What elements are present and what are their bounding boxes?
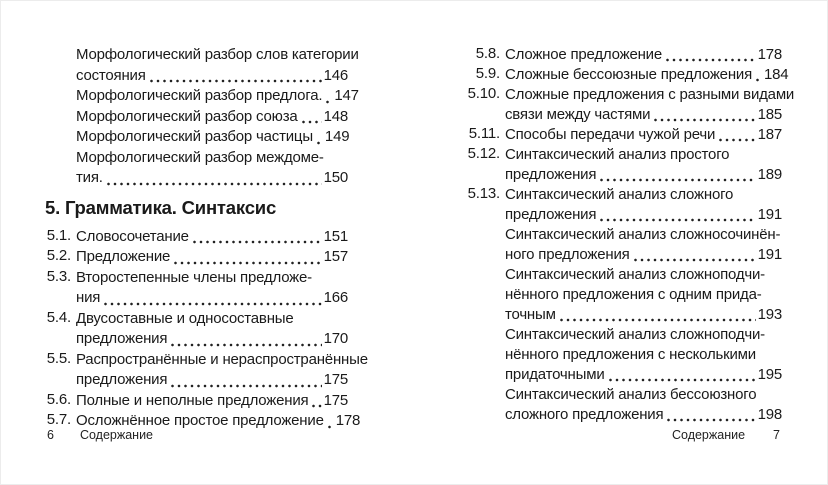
toc-entry-number: [456, 325, 505, 385]
toc-entry-number: 5.5.: [46, 349, 71, 367]
left-page-number: 6: [47, 428, 54, 442]
toc-entry-title: предложения: [505, 206, 597, 223]
toc-entry-number: 5.1.: [46, 226, 71, 244]
toc-entry: [45, 127, 348, 148]
dot-leader: [719, 138, 755, 142]
right-page-number: 7: [773, 428, 780, 442]
toc-entry-title: Морфологический разбор междоме-: [76, 148, 324, 166]
toc-entry-title: Синтаксический анализ бессоюзного: [505, 386, 757, 403]
toc-entry-title: Морфологический разбор союза: [76, 107, 298, 125]
toc-entry-title: Предложение: [76, 248, 171, 265]
toc-entry-title: Способы передачи чужой речи: [505, 126, 716, 143]
toc-entry-page: 191: [757, 246, 782, 263]
toc-entry-number: 5.4.: [46, 308, 71, 326]
toc-entry-page: 148: [323, 107, 348, 125]
toc-entry-page: 147: [334, 87, 359, 104]
toc-entry-page: 175: [323, 391, 348, 409]
toc-entry-title: Осложнённое простое предложение: [76, 412, 324, 429]
toc-entry: [45, 45, 359, 86]
toc-entry-title: предложения: [76, 371, 168, 388]
toc-entry-title: точным: [505, 306, 556, 323]
dot-leader: [667, 418, 755, 422]
dot-leader: [171, 343, 321, 347]
toc-entry-title: предложения: [76, 330, 168, 347]
dot-leader: [328, 425, 334, 429]
toc-entry-page: 195: [757, 366, 782, 383]
toc-entry-title: Морфологический разбор частицы: [76, 128, 313, 145]
dot-leader: [302, 120, 322, 124]
dot-leader: [326, 100, 332, 104]
toc-entry: [456, 325, 782, 385]
dot-leader: [560, 318, 756, 322]
dot-leader: [150, 79, 322, 83]
dot-leader: [193, 240, 322, 244]
toc-section-syntax-left: [45, 226, 368, 432]
toc-entry: [45, 391, 348, 412]
toc-entry-title: Синтаксический анализ сложносочинён-: [505, 226, 781, 243]
toc-entry: [456, 185, 782, 225]
toc-entry-page: 157: [323, 248, 348, 265]
toc-entry-number: [456, 265, 505, 325]
section-heading-syntax: 5. Грамматика. Синтаксис: [45, 196, 277, 218]
toc-entry-number: [45, 86, 76, 107]
toc-entry-number: [456, 385, 505, 425]
dot-leader: [317, 141, 323, 145]
dot-leader: [600, 178, 755, 182]
right-page-footer: [672, 428, 780, 443]
toc-entry: [456, 385, 782, 425]
dot-leader: [174, 261, 321, 265]
toc-entry-number: 5.11.: [468, 125, 500, 142]
toc-entry: [456, 125, 782, 145]
toc-entry-number: [45, 107, 76, 128]
toc-entry-page: 175: [323, 371, 348, 388]
toc-entry-number: 5.6.: [46, 390, 71, 408]
toc-entry: [45, 148, 348, 189]
toc-entry-title: сложного предложения: [505, 406, 664, 423]
toc-entry-page: 193: [757, 306, 782, 323]
toc-entry-title: Второстепенные члены предложе-: [76, 268, 312, 286]
dot-leader: [107, 182, 322, 186]
toc-entry-number: 5.9.: [475, 65, 500, 82]
toc-entry-page: 150: [323, 169, 348, 186]
toc-entry-page: 184: [764, 66, 789, 83]
toc-entry: [456, 45, 782, 65]
toc-entry-page: 149: [324, 128, 350, 145]
toc-entry: [45, 268, 348, 309]
left-page-footer: [47, 428, 153, 443]
toc-entry-page: 151: [323, 227, 348, 245]
toc-entry-title: состояния: [76, 66, 146, 84]
toc-entry-page: 187: [757, 126, 782, 143]
toc-entry-title: нённого предложения с несколькими: [505, 346, 756, 363]
right-running-title: Содержание: [671, 428, 746, 442]
toc-entry-title: Распространённые и нераспространённые: [76, 350, 368, 368]
dot-leader: [756, 78, 762, 82]
dot-leader: [654, 118, 755, 122]
toc-section-morphology: [45, 45, 359, 189]
toc-entry-title: Сложное предложение: [505, 46, 663, 63]
toc-entry: [45, 227, 348, 248]
toc-entry-number: [45, 127, 76, 148]
toc-entry-number: [456, 225, 505, 265]
toc-entry-title: предложения: [505, 166, 597, 183]
dot-leader: [634, 258, 756, 262]
toc-entry-title: придаточными: [505, 366, 605, 383]
toc-entry-title: Сложные предложения с разными видами: [505, 86, 795, 103]
toc-entry-title: ния: [76, 289, 101, 306]
dot-leader: [171, 384, 321, 388]
dot-leader: [600, 218, 755, 222]
toc-entry: [456, 85, 795, 125]
toc-entry-number: 5.7.: [46, 411, 71, 428]
toc-entry-title: Синтаксический анализ сложноподчи-: [505, 266, 765, 283]
toc-entry-number: 5.10.: [467, 85, 500, 102]
toc-entry-number: 5.8.: [475, 45, 500, 62]
toc-entry-page: 146: [323, 66, 348, 84]
toc-entry-title: Синтаксический анализ сложного: [505, 186, 734, 203]
toc-entry-page: 178: [757, 46, 782, 63]
toc-entry-title: ного предложения: [505, 246, 630, 263]
toc-entry-title: тия.: [76, 169, 103, 186]
toc-entry-title: Синтаксический анализ простого: [505, 146, 730, 163]
toc-entry-page: 185: [757, 106, 782, 123]
toc-entry-page: 189: [757, 166, 782, 183]
toc-entry: [456, 265, 782, 325]
toc-entry-number: 5.3.: [46, 267, 71, 285]
toc-entry-title: Сложные бессоюзные предложения: [505, 66, 753, 83]
toc-entry: [45, 309, 348, 350]
toc-entry: [456, 145, 782, 185]
dot-leader: [312, 404, 321, 408]
toc-entry: [456, 65, 789, 85]
toc-entry-title: связи между частями: [505, 106, 651, 123]
left-running-title: Содержание: [79, 428, 154, 442]
toc-entry-number: [45, 45, 76, 86]
right-page-toc-column: [456, 45, 795, 425]
toc-entry-title: Двусоставные и односоставные: [76, 309, 294, 327]
dot-leader: [104, 302, 321, 306]
toc-entry-number: 5.12.: [467, 145, 500, 162]
toc-entry-page: 198: [757, 406, 782, 423]
toc-entry: [45, 247, 348, 268]
dot-leader: [666, 58, 756, 62]
toc-entry-number: 5.2.: [46, 247, 71, 264]
dot-leader: [609, 378, 756, 382]
left-page-toc-column: [45, 45, 368, 432]
toc-entry: [456, 225, 782, 265]
toc-entry-title: Морфологический разбор предлога.: [76, 87, 323, 104]
toc-entry: [45, 86, 359, 107]
toc-entry-page: 166: [323, 289, 348, 306]
toc-entry: [45, 349, 368, 391]
toc-entry-page: 191: [757, 206, 782, 223]
toc-entry-title: Синтаксический анализ сложноподчи-: [505, 326, 765, 343]
toc-entry-title: Морфологический разбор слов категории: [76, 46, 359, 63]
toc-section-syntax-right: [456, 45, 795, 425]
toc-entry: [45, 107, 348, 128]
toc-entry-number: [45, 148, 76, 189]
toc-entry-page: 170: [323, 330, 348, 347]
toc-entry-page: 178: [335, 412, 361, 429]
toc-entry-title: нённого предложения с одним прида-: [505, 286, 762, 303]
toc-entry-number: 5.13.: [467, 185, 500, 202]
toc-entry-title: Полные и неполные предложения: [76, 391, 309, 409]
toc-entry-title: Словосочетание: [76, 227, 189, 245]
